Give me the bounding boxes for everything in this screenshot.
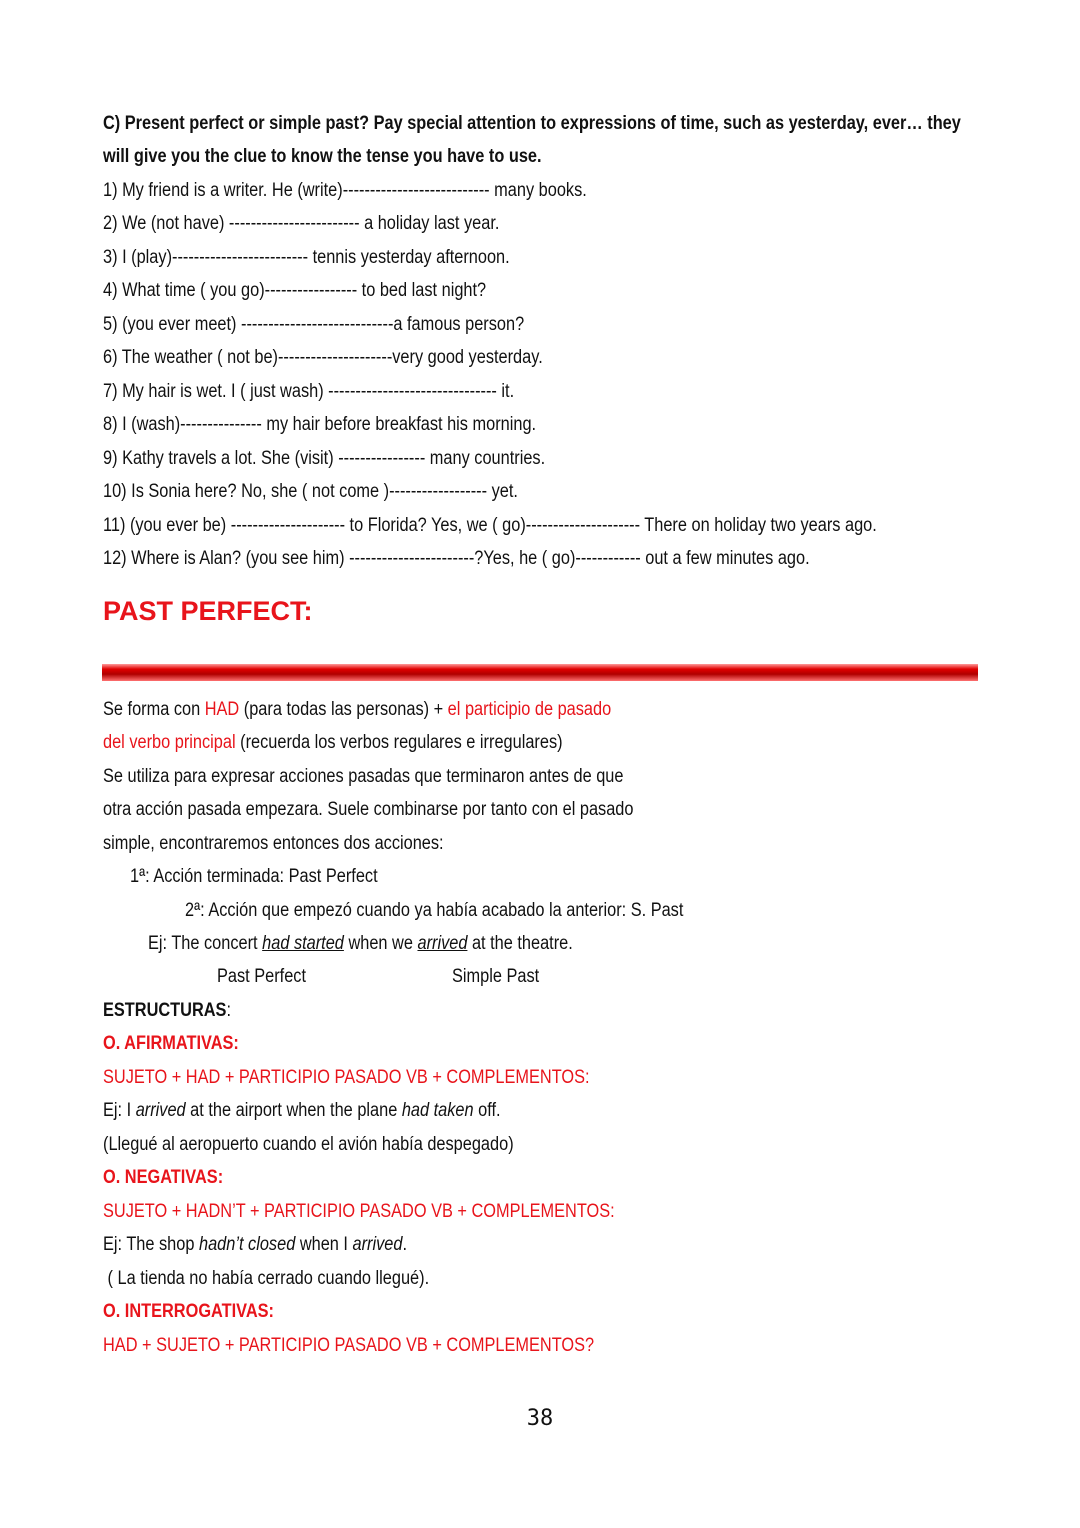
step-2: 2ª: Acción que empezó cuando ya había acabado la anterior: S. Past: [185, 900, 684, 921]
exercise-item: 9) Kathy travels a lot. She (visit) ---------------- many countries.: [103, 448, 546, 469]
negative-heading: O. NEGATIVAS:: [103, 1167, 224, 1188]
exercise-heading-line-2: will give you the clue to know the tense you have to use.: [103, 146, 542, 167]
exercise-item: 6) The weather ( not be)---------------------very good yesterday.: [103, 347, 543, 368]
exercise-item: 4) What time ( you go)----------------- to bed last night?: [103, 280, 487, 301]
explanation-line-4: otra acción pasada empezara. Suele combinarse por tanto con el pasado: [103, 799, 634, 820]
structures-title: ESTRUCTURAS:: [103, 1000, 232, 1021]
step-1: 1ª: Acción terminada: Past Perfect: [130, 866, 378, 887]
exercise-item: 12) Where is Alan? (you see him) -----------------------?Yes, he ( go)------------ out a few minutes ago.: [103, 548, 810, 569]
explanation-line-2: del verbo principal (recuerda los verbos regulares e irregulares): [103, 732, 563, 753]
exercise-item: 8) I (wash)--------------- my hair before breakfast his morning.: [103, 414, 537, 435]
exercise-item: 11) (you ever be) --------------------- to Florida? Yes, we ( go)--------------------- There on holiday two years ago.: [103, 515, 877, 536]
example-concert: Ej: The concert had started when we arrived at the theatre.: [148, 933, 573, 954]
explanation-line-1: Se forma con HAD (para todas las personas) + el participio de pasado: [103, 699, 612, 720]
exercise-item: 7) My hair is wet. I ( just wash) ------------------------------- it.: [103, 381, 515, 402]
negative-formula: SUJETO + HADN’T + PARTICIPIO PASADO VB + COMPLEMENTOS:: [103, 1201, 615, 1222]
label-past-perfect: Past Perfect: [217, 966, 307, 987]
exercise-item: 10) Is Sonia here? No, she ( not come )------------------ yet.: [103, 481, 518, 502]
exercise-item: 1) My friend is a writer. He (write)--------------------------- many books.: [103, 180, 587, 201]
negative-translation: ( La tienda no había cerrado cuando llegué).: [103, 1268, 430, 1289]
exercise-item: 3) I (play)------------------------- tennis yesterday afternoon.: [103, 247, 510, 268]
affirmative-example: Ej: I arrived at the airport when the plane had taken off.: [103, 1100, 501, 1121]
label-simple-past: Simple Past: [452, 966, 540, 987]
section-title: PAST PERFECT:: [103, 596, 313, 626]
explanation-line-5: simple, encontraremos entonces dos acciones:: [103, 833, 444, 854]
red-divider: [102, 664, 978, 681]
exercise-item: 5) (you ever meet) ----------------------------a famous person?: [103, 314, 525, 335]
affirmative-formula: SUJETO + HAD + PARTICIPIO PASADO VB + COMPLEMENTOS:: [103, 1067, 590, 1088]
affirmative-translation: (Llegué al aeropuerto cuando el avión había despegado): [103, 1134, 514, 1155]
exercise-item: 2) We (not have) ------------------------ a holiday last year.: [103, 213, 500, 234]
negative-example: Ej: The shop hadn’t closed when I arrived.: [103, 1234, 407, 1255]
interrogative-heading: O. INTERROGATIVAS:: [103, 1301, 274, 1322]
explanation-line-3: Se utiliza para expresar acciones pasadas que terminaron antes de que: [103, 766, 624, 787]
page-number: 38: [526, 1406, 554, 1431]
exercise-heading-line-1: C) Present perfect or simple past? Pay special attention to expressions of time, such as yesterday, ever… they: [103, 113, 961, 134]
affirmative-heading: O. AFIRMATIVAS:: [103, 1033, 239, 1054]
interrogative-formula: HAD + SUJETO + PARTICIPIO PASADO VB + COMPLEMENTOS?: [103, 1335, 595, 1356]
